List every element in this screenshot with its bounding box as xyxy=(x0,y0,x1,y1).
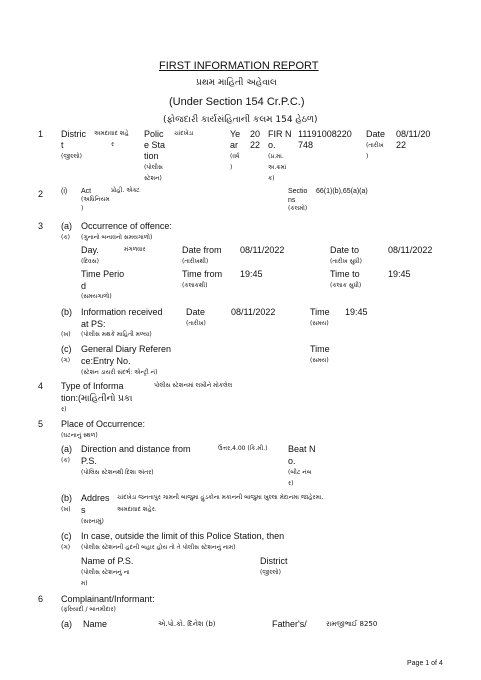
general-diary-label-2: ce:Entry No. xyxy=(81,356,131,366)
complainant-heading: Complainant/Informant: xyxy=(61,594,155,604)
police-station-label-gujarati-2: સ્ટેશન) xyxy=(144,175,162,182)
address-label-2: s xyxy=(81,505,86,515)
report-section: (Under Section 154 Cr.P.C.) xyxy=(169,96,305,108)
outside-district-label: District xyxy=(260,556,288,566)
outside-limit-label-gujarati: (પોલીસ સ્ટેશનની હદની બહાર હોય તો તે પોલીસ સ્ટેશનનું નામ) xyxy=(81,544,236,551)
direction-label: Direction and distance from xyxy=(81,444,191,454)
beat-label-gujarati: (બીટ નંબ xyxy=(288,469,312,476)
direction-label-gujarati: (પોલિસ સ્ટેશનથી દિશા અંતર) xyxy=(81,469,154,476)
fir-number-label-gujarati-2: અ.ક્રમાં xyxy=(268,164,287,171)
info-type-label-3: ર) xyxy=(61,406,67,413)
item-5-number: 5 xyxy=(38,419,44,429)
item-3-a: (a) xyxy=(61,221,72,231)
date-to-label: Date to xyxy=(330,245,360,255)
address-label: Addres xyxy=(81,493,110,503)
item-5-b-gujarati: (ખ) xyxy=(61,506,71,513)
report-section-gujarati: (ફોજદારી કાર્યસંહિતાની કલમ 154 હેઠળ) xyxy=(163,115,318,125)
general-diary-label-gujarati: (સ્ટેશન ડાયરી સંદર્ભ: એન્ટ્રી નં) xyxy=(81,369,158,376)
date-from-label: Date from xyxy=(182,245,222,255)
district-value-2: ર xyxy=(111,141,115,148)
outside-district-label-gujarati: (જીલ્લો) xyxy=(260,569,281,576)
fir-number-label-gujarati-3: ક) xyxy=(268,175,275,182)
outside-limit-label: In case, outside the limit of this Police Station, then xyxy=(81,531,285,541)
district-label-gujarati: (જીલ્લો) xyxy=(61,153,82,160)
year-label-2: ar xyxy=(230,140,239,150)
fir-number-label-2: o. xyxy=(268,140,276,150)
complainant-name-label: Name xyxy=(83,619,108,629)
page-number: Page 1 of 4 xyxy=(407,660,443,667)
info-time-value: 19:45 xyxy=(345,307,368,317)
item-3-a-gujarati: (ક) xyxy=(61,234,70,241)
info-type-label-2: tion:(માહિતીનો પ્રકા xyxy=(61,393,133,403)
general-diary-label: General Diary Referen xyxy=(81,344,172,354)
place-heading: Place of Occurrence: xyxy=(61,419,146,429)
act-label-gujarati: (અધિનિયમ xyxy=(81,196,110,203)
info-received-label-2: at PS: xyxy=(81,319,106,329)
info-date-label-gujarati: (તારીખ) xyxy=(186,320,206,327)
complainant-heading-gujarati: (ફરિયાદી / બાતમીદાર) xyxy=(61,606,116,613)
father-name-label: Father's/ xyxy=(272,619,307,629)
place-heading-gujarati: (ઘટનાનું સ્થળ) xyxy=(61,432,98,439)
beat-label-gujarati-2: ર) xyxy=(288,480,294,487)
time-period-label: Time Perio xyxy=(81,269,125,279)
time-period-label-gujarati: (સમયગાળો) xyxy=(81,293,112,300)
gd-time-label-gujarati: (સમય) xyxy=(310,357,329,364)
info-date-value: 08/11/2022 xyxy=(231,307,276,317)
item-1-number: 1 xyxy=(38,129,44,139)
ps-name-label: Name of P.S. xyxy=(81,556,134,566)
item-5-c-gujarati: (ગ) xyxy=(61,544,71,551)
time-to-value: 19:45 xyxy=(388,269,411,279)
father-name-value: રામજીભાઈ 8250 xyxy=(326,620,378,628)
time-from-label-gujarati: (કલાકથી) xyxy=(182,282,208,289)
fir-date-label-gujarati-2: ) xyxy=(366,153,369,160)
occurrence-heading-gujarati: (ગુનાનો બનાવનો સમયગાળો) xyxy=(81,234,153,241)
day-label-gujarati: (દિવસ) xyxy=(81,258,99,265)
address-value: ચાંદખેડા જનતાપુર ગામની બાજુમા હુડકોના મકાનની બાજુમા ખુલ્લા મેદાનમા જાહેરમા, xyxy=(117,494,324,501)
complainant-name-value: એ.પો.કો. દિનેશ (b) xyxy=(158,620,216,628)
item-3-c: (c) xyxy=(61,344,72,354)
police-station-label: Polic xyxy=(144,129,164,139)
fir-number-value-2: 748 xyxy=(298,140,314,150)
occurrence-heading: Occurrence of offence: xyxy=(81,221,172,231)
info-type-value: પોલીસ સ્ટેશનમાં લખીને મોકલેલ xyxy=(154,382,233,389)
info-received-label-gujarati: (પોલીસ મથકે માહિતી મળ્યા) xyxy=(81,331,152,338)
item-2-sub: (i) xyxy=(61,188,68,195)
district-label: Distric xyxy=(61,129,86,139)
day-label: Day. xyxy=(81,245,99,255)
year-label: Ye xyxy=(230,129,241,139)
item-4-number: 4 xyxy=(38,381,44,391)
year-value: 20 xyxy=(250,129,261,139)
fir-date-value-2: 22 xyxy=(396,140,407,150)
item-5-b: (b) xyxy=(61,493,72,503)
item-6-a: (a) xyxy=(61,619,72,629)
act-label: Act xyxy=(81,188,92,195)
address-label-gujarati: (સરનામું) xyxy=(81,518,104,525)
info-time-label-gujarati: (સમય) xyxy=(310,320,329,327)
item-3-b: (b) xyxy=(61,307,72,317)
year-label-gujarati-2: ) xyxy=(230,164,233,171)
item-3-b-gujarati: (ખ) xyxy=(61,331,71,338)
direction-label-2: P.S. xyxy=(81,456,97,466)
sections-value: 66(1)(b),65(a)(a) xyxy=(316,188,368,195)
info-received-label: Information received xyxy=(81,307,163,317)
info-time-label: Time xyxy=(310,307,330,317)
direction-value: ઉત્તર,4.00 (કિ.મી.) xyxy=(218,445,268,452)
item-5-a: (a) xyxy=(61,444,72,454)
ps-name-label-gujarati-2: મ) xyxy=(81,580,88,587)
date-to-value: 08/11/2022 xyxy=(388,245,433,255)
fir-number-label-gujarati: (પ્ર.મા. xyxy=(268,153,284,160)
beat-label-2: o. xyxy=(288,456,296,466)
item-6-number: 6 xyxy=(38,594,44,604)
act-value: પ્રોહી. એક્ટ xyxy=(111,187,140,194)
time-to-label-gujarati: (કલાક સુધી) xyxy=(330,282,362,289)
time-from-value: 19:45 xyxy=(240,269,263,279)
district-value: અમદાવાદ શહે xyxy=(94,130,129,137)
police-station-value: ચાંદખેડા xyxy=(174,130,194,137)
fir-date-value: 08/11/20 xyxy=(396,129,431,139)
fir-date-label: Date xyxy=(366,129,386,139)
sections-label-2: ns xyxy=(288,197,296,204)
sections-label-gujarati: (કલમો) xyxy=(288,205,308,212)
time-from-label: Time from xyxy=(182,269,223,279)
fir-number-value: 11191008220 xyxy=(298,129,352,139)
info-type-label: Type of Informa xyxy=(61,381,124,391)
police-station-label-gujarati: (પોલીસ xyxy=(144,164,163,171)
time-period-label-2: d xyxy=(81,281,87,291)
date-from-label-gujarati: (તારીખથી) xyxy=(182,258,209,265)
address-value-2: અમદાવાદ શહેર. xyxy=(117,506,157,513)
beat-label: Beat N xyxy=(288,444,316,454)
district-label-2: t xyxy=(61,140,64,150)
sections-label: Sectio xyxy=(288,188,308,195)
item-5-c: (c) xyxy=(61,531,72,541)
ps-name-label-gujarati: (પોલીસ સ્ટેશનનું ના xyxy=(81,569,130,576)
report-title: FIRST INFORMATION REPORT xyxy=(159,60,319,72)
item-2-number: 2 xyxy=(38,189,44,199)
day-value: મંગળવાર xyxy=(124,246,146,253)
year-label-gujarati: (વર્ષ xyxy=(230,153,240,160)
police-station-label-3: tion xyxy=(144,151,159,161)
item-5-a-gujarati: (ક) xyxy=(61,457,70,464)
date-to-label-gujarati: (તારીખ સુધી) xyxy=(330,258,362,265)
report-title-gujarati: પ્રથમ માહિતી અહેવાલ xyxy=(196,78,277,88)
item-3-c-gujarati: (ગ) xyxy=(61,357,71,364)
fir-date-label-gujarati: (તારીખ xyxy=(366,142,384,149)
police-station-label-2: e Sta xyxy=(144,140,166,150)
act-label-gujarati-2: ) xyxy=(81,205,84,212)
gd-time-label: Time xyxy=(310,344,330,354)
item-3-number: 3 xyxy=(38,221,44,231)
date-from-value: 08/11/2022 xyxy=(240,245,285,255)
info-date-label: Date xyxy=(186,307,206,317)
time-to-label: Time to xyxy=(330,269,360,279)
year-value-2: 22 xyxy=(250,140,261,150)
fir-number-label: FIR N xyxy=(268,129,292,139)
